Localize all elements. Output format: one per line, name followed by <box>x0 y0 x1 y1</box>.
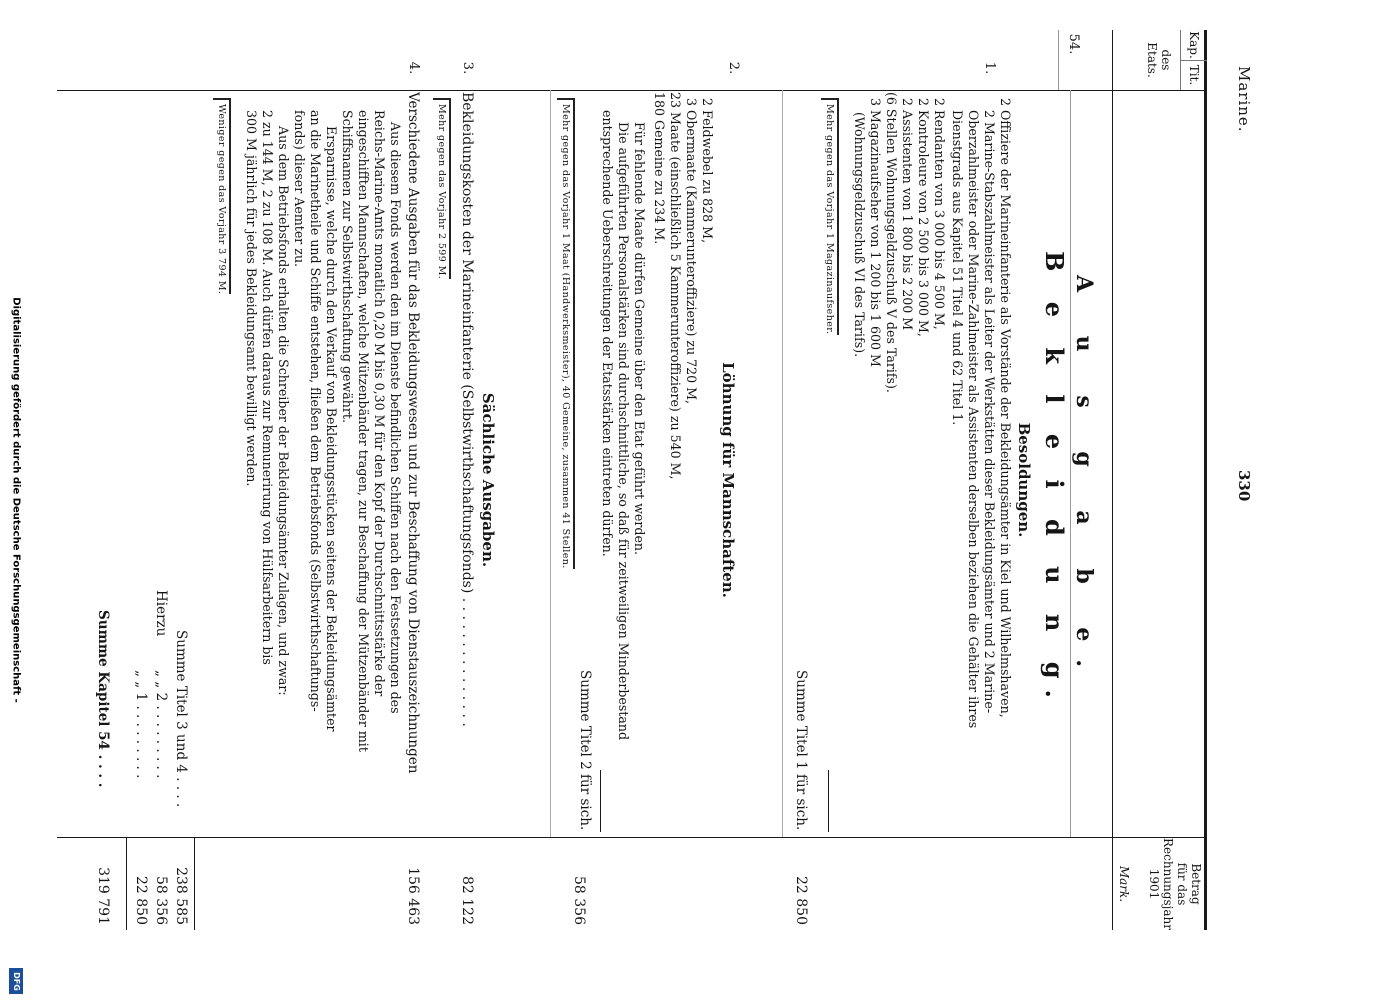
titel-2-number: 2. <box>726 61 741 75</box>
titel-3-note: Mehr gegen das Vorjahr 2 599 M. <box>433 98 451 279</box>
titel-2-heading: Löhnung für Mannschaften. <box>719 362 737 598</box>
sachliche-heading: Sächliche Ausgaben. <box>479 392 497 568</box>
page-number: 330 <box>1235 470 1253 502</box>
top-rule <box>1204 30 1207 930</box>
dfg-logo: DFG <box>9 968 23 994</box>
total-kapitel-label: Summe Kapitel 54 . . . . <box>95 610 111 788</box>
titel-1-line: 3 Magazinaufseher von 1 200 bis 1 600 M <box>868 98 883 367</box>
titel-2-note: Mehr gegen das Vorjahr 1 Maat (Handwerksmeister), 40 Gemeine, zusammen 41 Stellen. <box>557 98 575 569</box>
titel-3-number: 3. <box>460 61 475 75</box>
titel-1-line: 2 Offiziere der Marineinfanterie als Vorstände der Bekleidungsämter in Kiel und Wilhelmshaven, <box>998 98 1013 718</box>
header-des-etats: des Etats. <box>1145 42 1173 78</box>
titel-2-line: entsprechende Ueberschreitungen der Etatsstärken eintreten dürfen. <box>600 110 615 557</box>
titel-2-line: 180 Gemeine zu 234 M. <box>652 92 667 245</box>
titel-1-end-rule <box>782 90 783 837</box>
betrag-column-rule <box>57 837 1207 838</box>
titel-4-line: Schiffsnamen zur Selbstwirthschaftung gewährt. <box>340 110 355 423</box>
titel-4-line: Verschiedene Ausgaben für das Bekleidungswesen und zur Beschaffung von Dienstauszeichnungen <box>405 92 421 774</box>
titel-1-heading: Besoldungen. <box>1015 422 1033 538</box>
titel-2-line: Für fehlende Maate dürfen Gemeine über den Etat geführt werden. <box>632 122 647 556</box>
titel-1-line: 2 Rendanten von 3 000 bis 4 500 M, <box>932 98 947 330</box>
total-titel-2-label: „ „ 2 . . . . . . . . . <box>153 670 169 779</box>
titel-4-note: Weniger gegen das Vorjahr 3 794 M. <box>213 98 231 294</box>
header-bottom-rule <box>1112 30 1113 930</box>
scanned-page <box>51 30 1281 970</box>
titel-2-line: 2 Feldwebel zu 828 M, <box>700 98 715 244</box>
kapitel-number: 54. <box>1066 33 1081 55</box>
titel-1-sum-label: Summe Titel 1 für sich. <box>793 670 809 831</box>
titel-4-line: Aus diesem Fonds werden den im Dienste befindlichen Schiffen nach den Festsetzungen des <box>388 122 403 714</box>
titel-4-line: eingeschifften Mannschaften, welche Mützenbänder tragen, zur Beschaffung der Mützenbänder mit <box>356 110 371 752</box>
header-tit: Tit. <box>1187 64 1201 86</box>
titel-4-line: Ersparnisse, welche durch den Verkauf von Bekleidungsstücken seitens der Bekleidungsämter <box>324 126 339 732</box>
running-head <box>1225 30 1253 930</box>
titel-4-amount: 156 463 <box>405 867 421 925</box>
titel-4-line: an die Marinetheile und Schiffe entstehen, fließen dem Betriebsfonds (Selbstwirthschaftungs- <box>308 110 323 712</box>
titel-1-sum-rule <box>828 770 829 832</box>
totals-rule <box>194 838 195 930</box>
titel-1-line: Oberzahlmeister oder Marine-Zahlmeister als Assistenten derselben beziehen die Gehälter ihres <box>966 110 981 729</box>
digitization-note-text: Digitalisierung gefördert durch die Deutsche Forschungsgemeinschaft - <box>10 297 22 703</box>
header-kap: Kap. <box>1187 31 1201 59</box>
titel-4-line: 300 M jährlich für jedes Bekleidungsamt bewilligt werden. <box>244 110 259 487</box>
titel-3-amount: 82 122 <box>459 876 475 925</box>
titel-1-note: Mehr gegen das Vorjahr 1 Magazinaufseher. <box>821 98 839 335</box>
titel-3-text: Bekleidungskosten der Marineinfanterie (Selbstwirthschaftungsfonds) . . . . . . . . . . . . . . . <box>459 92 475 727</box>
total-titel-1-label: „ „ 1 . . . . . . . . . <box>133 670 149 779</box>
total-titel-1-amount: 22 850 <box>133 876 149 925</box>
header-unit: Mark. <box>1117 865 1131 903</box>
titel-2-sum-label: Summe Titel 2 für sich. <box>577 670 593 831</box>
kapitel-total-rule <box>126 838 127 930</box>
titel-1-line: 2 Marine-Stabszahlmeister als Leiter der Werkstätten dieser Bekleidungsämter und 2 Marine- <box>982 110 997 714</box>
titel-1-line: 2 Kontroleure von 2 500 bis 3 000 M, <box>916 98 931 337</box>
total-titel-2-amount: 58 356 <box>153 876 169 925</box>
header-betrag: Betrag für das Rechnungsjahr 1901 <box>1147 838 1203 930</box>
titel-4-line: Reichs-Marine-Amts monatlich 0,20 M bis 0,30 M für den Kopf der Durchschnittsstärke der <box>372 110 387 697</box>
titel-1-amount: 22 850 <box>793 876 809 925</box>
titel-4-line: fonds) dieser Aemter zu. <box>292 110 307 268</box>
titel-2-line: Die aufgeführten Personalstärken sind durchschnittliche, so daß für zeitweiligen Minderbestand <box>616 122 631 741</box>
titel-4-line: Aus dem Betriebsfonds erhalten die Schreiber der Bekleidungsämter Zulagen, und zwar: <box>276 126 291 696</box>
total-titel-3-4-amount: 238 585 <box>173 867 189 925</box>
titel-4-number: 4. <box>406 61 421 75</box>
titel-1-line: Dienstgrads aus Kapitel 51 Titel 4 und 62 Titel 1. <box>950 110 965 426</box>
total-titel-3-4-label: Summe Titel 3 und 4 . . . . <box>173 630 189 808</box>
total-kapitel-amount: 319 791 <box>95 867 111 925</box>
titel-1-line: 2 Assistenten von 1 800 bis 2 200 M <box>900 98 915 331</box>
digitization-note <box>8 0 24 1000</box>
titel-2-amount: 58 356 <box>571 876 587 925</box>
titel-2-end-rule <box>550 90 551 837</box>
section-title: B e k l e i d u n g. <box>1040 251 1069 709</box>
kap-column-rule <box>57 90 1207 91</box>
titel-1-line: (Wohnungsgeldzuschuß VI des Tarifs). <box>852 112 867 358</box>
titel-4-line: 2 zu 144 M, 2 zu 108 M. Auch dürfen daraus zur Remunerirung von Hülfsarbeitern bis <box>260 110 275 665</box>
ausgabe-heading: A u s g a b e. <box>1071 274 1097 686</box>
titel-1-number: 1. <box>982 61 997 75</box>
titel-2-sum-rule <box>600 770 601 832</box>
titel-1-line: (6 Stellen Wohnungsgeldzuschuß V des Tarifs). <box>884 92 899 393</box>
titel-2-line: 23 Maate (einschließlich 5 Kammerunteroffiziere) zu 540 M, <box>668 92 683 480</box>
hierzu-label: Hierzu <box>153 590 169 637</box>
titel-2-line: 3 Obermaate (Kammerunteroffiziere) zu 720 M, <box>684 98 699 405</box>
running-head-section: Marine. <box>1235 66 1253 133</box>
